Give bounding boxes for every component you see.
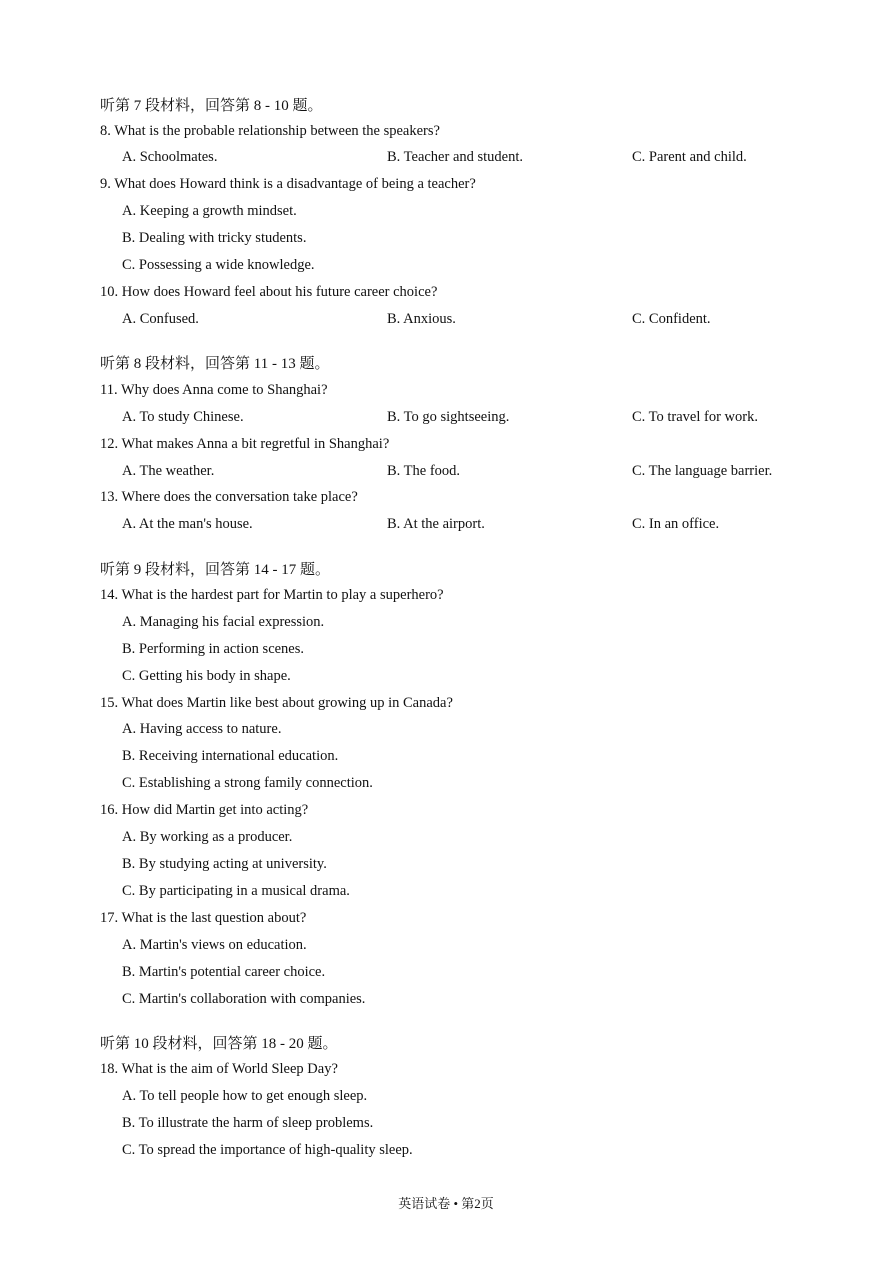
option: C. To travel for work.: [632, 409, 758, 425]
option: B. Martin's potential career choice.: [122, 964, 326, 980]
option: A. By working as a producer.: [122, 829, 293, 845]
section-heading: 听第 7 段材料，回答第 8 - 10 题。: [100, 98, 323, 114]
question-text: 16. How did Martin get into acting?: [100, 802, 309, 818]
option: B. Anxious.: [387, 311, 456, 327]
option: C. Confident.: [632, 311, 711, 327]
section-heading: 听第 9 段材料，回答第 14 - 17 题。: [100, 562, 330, 578]
option: A. Martin's views on education.: [122, 937, 307, 953]
option: B. Teacher and student.: [387, 149, 524, 165]
option: B. At the airport.: [387, 516, 485, 532]
section-heading: 听第 10 段材料，回答第 18 - 20 题。: [100, 1036, 338, 1052]
option: A. To study Chinese.: [122, 409, 244, 425]
page-footer: 英语试卷 • 第2页: [398, 1196, 494, 1211]
option: C. By participating in a musical drama.: [122, 883, 350, 899]
option: B. Receiving international education.: [122, 748, 339, 764]
question-text: 11. Why does Anna come to Shanghai?: [100, 382, 328, 398]
option: A. Confused.: [122, 311, 199, 327]
option: C. Martin's collaboration with companies.: [122, 991, 366, 1007]
option: C. To spread the importance of high-quality sleep.: [122, 1142, 413, 1158]
option: B. Performing in action scenes.: [122, 641, 305, 657]
option: A. Schoolmates.: [122, 149, 218, 165]
question-text: 14. What is the hardest part for Martin to play a superhero?: [100, 587, 444, 603]
option: C. Parent and child.: [632, 149, 747, 165]
section-heading: 听第 8 段材料，回答第 11 - 13 题。: [100, 356, 330, 372]
option: A. To tell people how to get enough sleep.: [122, 1088, 368, 1104]
question-text: 12. What makes Anna a bit regretful in Shanghai?: [100, 436, 390, 452]
question-text: 13. Where does the conversation take place?: [100, 489, 358, 505]
option: C. Possessing a wide knowledge.: [122, 257, 315, 273]
option: C. Getting his body in shape.: [122, 668, 291, 684]
option: A. Managing his facial expression.: [122, 614, 325, 630]
option: B. The food.: [387, 463, 461, 479]
question-text: 15. What does Martin like best about growing up in Canada?: [100, 695, 453, 711]
option: B. To go sightseeing.: [387, 409, 510, 425]
option: C. In an office.: [632, 516, 720, 532]
option: A. Having access to nature.: [122, 721, 282, 737]
question-text: 17. What is the last question about?: [100, 910, 307, 926]
option: C. Establishing a strong family connection.: [122, 775, 373, 791]
option: B. By studying acting at university.: [122, 856, 327, 872]
option: A. Keeping a growth mindset.: [122, 203, 297, 219]
option: B. To illustrate the harm of sleep problems.: [122, 1115, 374, 1131]
question-text: 8. What is the probable relationship between the speakers?: [100, 123, 440, 139]
option: C. The language barrier.: [632, 463, 773, 479]
question-text: 18. What is the aim of World Sleep Day?: [100, 1061, 338, 1077]
option: A. At the man's house.: [122, 516, 253, 532]
question-text: 9. What does Howard think is a disadvantage of being a teacher?: [100, 176, 476, 192]
question-text: 10. How does Howard feel about his future career choice?: [100, 284, 438, 300]
option: B. Dealing with tricky students.: [122, 230, 307, 246]
option: A. The weather.: [122, 463, 215, 479]
